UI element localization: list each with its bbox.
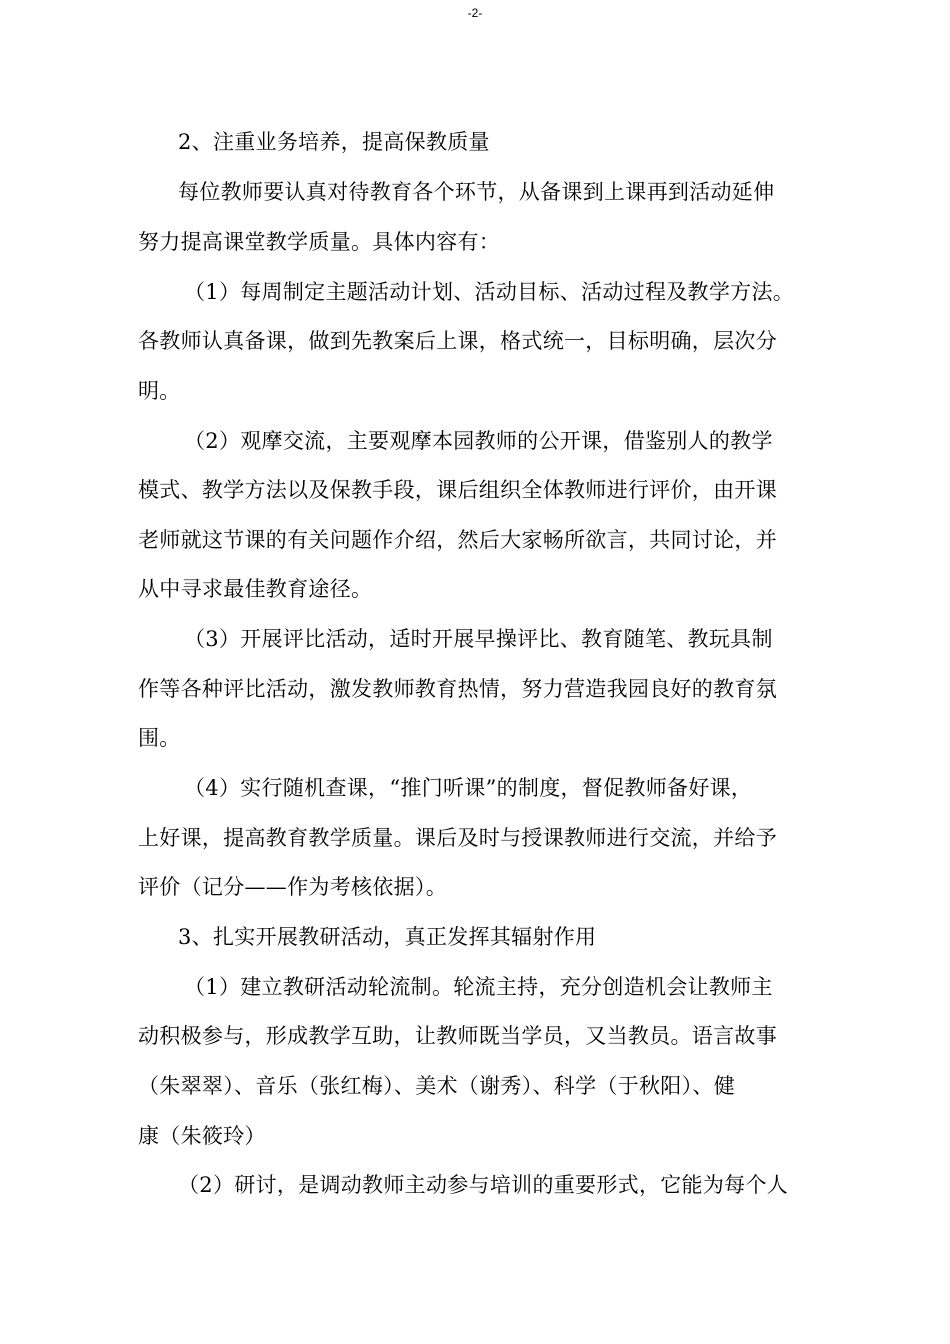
paragraph-line: 努力提高课堂教学质量。具体内容有：: [138, 230, 501, 254]
paragraph-line: 明。: [138, 379, 181, 403]
paragraph-line: （2）观摩交流，主要观摩本园教师的公开课，借鉴别人的教学: [184, 429, 773, 453]
paragraph-line: 围。: [138, 726, 181, 750]
paragraph-line: 康（朱筱玲）: [138, 1124, 266, 1148]
paragraph-line: （1）建立教研活动轮流制。轮流主持，充分创造机会让教师主: [184, 975, 773, 999]
paragraph-line: （1）每周制定主题活动计划、活动目标、活动过程及教学方法。: [184, 280, 795, 304]
heading-2: 2、注重业务培养，提高保教质量: [178, 130, 490, 154]
paragraph-line: 各教师认真备课，做到先教案后上课，格式统一，目标明确，层次分: [138, 329, 777, 353]
paragraph-line: （2）研讨，是调动教师主动参与培训的重要形式，它能为每个人: [178, 1173, 789, 1197]
paragraph-line: 上好课，提高教育教学质量。课后及时与授课教师进行交流，并给予: [138, 826, 777, 850]
paragraph-line: 动积极参与，形成教学互助，让教师既当学员，又当教员。语言故事: [138, 1024, 777, 1048]
paragraph-line: 评价（记分——作为考核依据）。: [138, 875, 447, 899]
paragraph-line: （4）实行随机查课，“推门听课”的制度，督促教师备好课，: [184, 776, 753, 800]
paragraph-line: 作等各种评比活动，激发教师教育热情，努力营造我园良好的教育氛: [138, 677, 777, 701]
paragraph-line: （朱翠翠）、音乐（张红梅）、美术（谢秀）、科学（于秋阳）、健: [138, 1074, 735, 1098]
paragraph-line: 从中寻求最佳教育途径。: [138, 577, 373, 601]
paragraph-line: 每位教师要认真对待教育各个环节，从备课到上课再到活动延伸: [178, 180, 775, 204]
paragraph-line: 模式、教学方法以及保教手段，课后组织全体教师进行评价，由开课: [138, 478, 777, 502]
page-number: -2-: [467, 6, 483, 20]
heading-3: 3、扎实开展教研活动，真正发挥其辐射作用: [178, 925, 597, 949]
paragraph-line: （3）开展评比活动，适时开展早操评比、教育随笔、教玩具制: [184, 627, 773, 651]
paragraph-line: 老师就这节课的有关问题作介绍，然后大家畅所欲言，共同讨论，并: [138, 528, 777, 552]
